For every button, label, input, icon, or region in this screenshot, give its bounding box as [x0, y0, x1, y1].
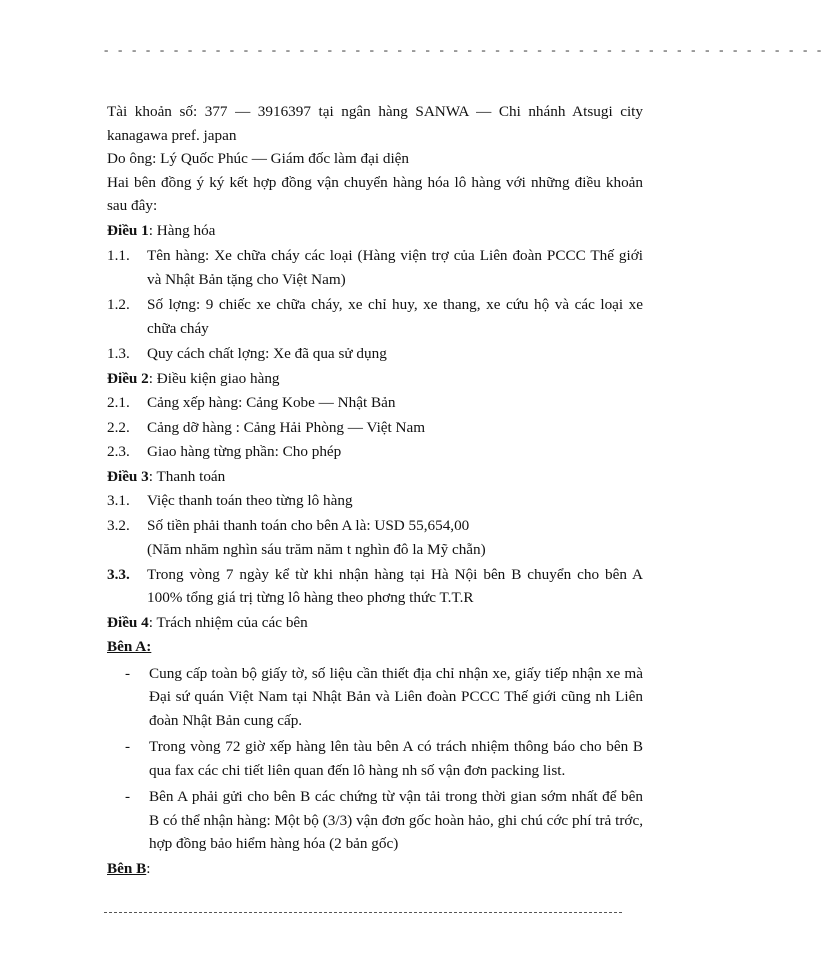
- item-text: Quy cách chất lợng: Xe đã qua sử dụng: [147, 345, 387, 362]
- item-text: Giao hàng từng phần: Cho phép: [147, 443, 342, 460]
- article-4-title: : Trách nhiệm của các bên: [148, 613, 308, 631]
- item-number: 1.3.: [107, 345, 130, 362]
- bullet-dash: -: [125, 664, 131, 682]
- item-text: Số tiền phải thanh toán cho bên A là: USD 55,654,00: [147, 516, 470, 534]
- article-3-heading: [107, 465, 643, 489]
- bottom-dashed-rule: [104, 912, 622, 913]
- list-item: [107, 391, 643, 415]
- list-item: [125, 785, 643, 856]
- list-item: [125, 735, 643, 782]
- item-number: 3.2.: [107, 516, 130, 534]
- list-item: [107, 514, 643, 538]
- agreement-intro: Hai bên đồng ý ký kết hợp đồng vận chuyển hàng hóa lô hàng với những điều khoản sau đây:: [107, 173, 643, 214]
- party-b-heading: [107, 857, 643, 881]
- list-item: [107, 342, 643, 366]
- representative-line: Do ông: Lý Quốc Phúc — Giám đốc làm đại diện: [107, 150, 410, 167]
- article-2-heading: [107, 367, 643, 391]
- item-number: [107, 538, 147, 562]
- bullet-text: Trong vòng 72 giờ xếp hàng lên tàu bên A có trách nhiệm thông báo cho bên B qua fax các chi tiết liên quan đến lô hàng nh số vận đơn packing list.: [149, 738, 643, 779]
- account-line: Tài khoản số: 377 — 3916397 tại ngân hàng SANWA — Chi nhánh Atsugi city kanagawa pref. japan: [107, 103, 643, 144]
- list-item: [107, 416, 643, 440]
- top-dashed-rule: - - - - - - - - - - - - - - - - - - - - - - - - - - - - - - - - - - - - - - - - - - - - - - - - - - - -: [104, 42, 824, 57]
- article-4-label: Điều 4: [107, 613, 149, 631]
- item-text: Số lợng: 9 chiếc xe chữa cháy, xe chỉ huy, xe thang, xe cứu hộ và các loại xe chữa cháy: [147, 296, 643, 337]
- article-1-heading: [107, 219, 643, 243]
- item-text: Tên hàng: Xe chữa cháy các loại (Hàng viện trợ của Liên đoàn PCCC Thế giới và Nhật Bản tặng cho Việt Nam): [147, 247, 643, 288]
- article-2-title: : Điều kiện giao hàng: [148, 369, 280, 387]
- item-number: 1.1.: [107, 247, 130, 264]
- item-text: (Năm nhăm nghìn sáu trăm năm t nghìn đô la Mỹ chẵn): [147, 541, 486, 558]
- item-text: Việc thanh toán theo từng lô hàng: [147, 492, 353, 509]
- article-3-title: : Thanh toán: [148, 467, 226, 485]
- list-item: [107, 563, 643, 610]
- bullet-dash: -: [125, 738, 131, 755]
- item-number: 1.2.: [107, 296, 130, 313]
- article-4-heading: [107, 611, 643, 635]
- contract-body: [107, 100, 643, 880]
- article-3-label: Điều 3: [107, 467, 149, 485]
- list-item: [107, 538, 643, 562]
- list-item: [107, 244, 643, 291]
- list-item: [107, 489, 643, 513]
- item-text: Trong vòng 7 ngày kể từ khi nhận hàng tại Hà Nội bên B chuyển cho bên A 100% tổng giá trị từng lô hàng theo phơng thức T.T.R: [147, 565, 643, 606]
- article-2-label: Điều 2: [107, 369, 149, 387]
- party-a-heading: Bên A:: [107, 638, 152, 655]
- item-number: 2.2.: [107, 418, 130, 436]
- party-b-suffix: :: [146, 859, 151, 877]
- bullet-text: Cung cấp toàn bộ giấy tờ, số liệu cần thiết địa chỉ nhận xe, giấy tiếp nhận xe mà Đại sứ quán Việt Nam tại Nhật Bản và Liên đoàn PCCC Thế giới cũng nh Liên đoàn Nhật Bản cung cấp.: [149, 664, 643, 729]
- item-number: 3.3.: [107, 565, 130, 583]
- item-number: 2.3.: [107, 443, 130, 460]
- article-1-label: Điều 1: [107, 221, 149, 239]
- item-text: Cảng xếp hàng: Cảng Kobe — Nhật Bản: [147, 394, 396, 411]
- list-item: [107, 440, 643, 464]
- item-text: Cảng dỡ hàng : Cảng Hải Phòng — Việt Nam: [147, 418, 426, 436]
- item-number: 2.1.: [107, 394, 130, 411]
- bullet-dash: -: [125, 788, 131, 805]
- item-number: 3.1.: [107, 492, 130, 509]
- article-1-title: : Hàng hóa: [148, 221, 216, 239]
- list-item: [125, 662, 643, 733]
- party-b-label: Bên B: [107, 859, 147, 877]
- list-item: [107, 293, 643, 340]
- bullet-text: Bên A phải gửi cho bên B các chứng từ vận tải trong thời gian sớm nhất để bên B có thể nhận hàng: Một bộ (3/3) vận đơn gốc hoàn hảo, ghi chú cớc phí trả trớc, hợp đồng bảo hiểm hàng hóa (2 bản gốc): [149, 788, 643, 852]
